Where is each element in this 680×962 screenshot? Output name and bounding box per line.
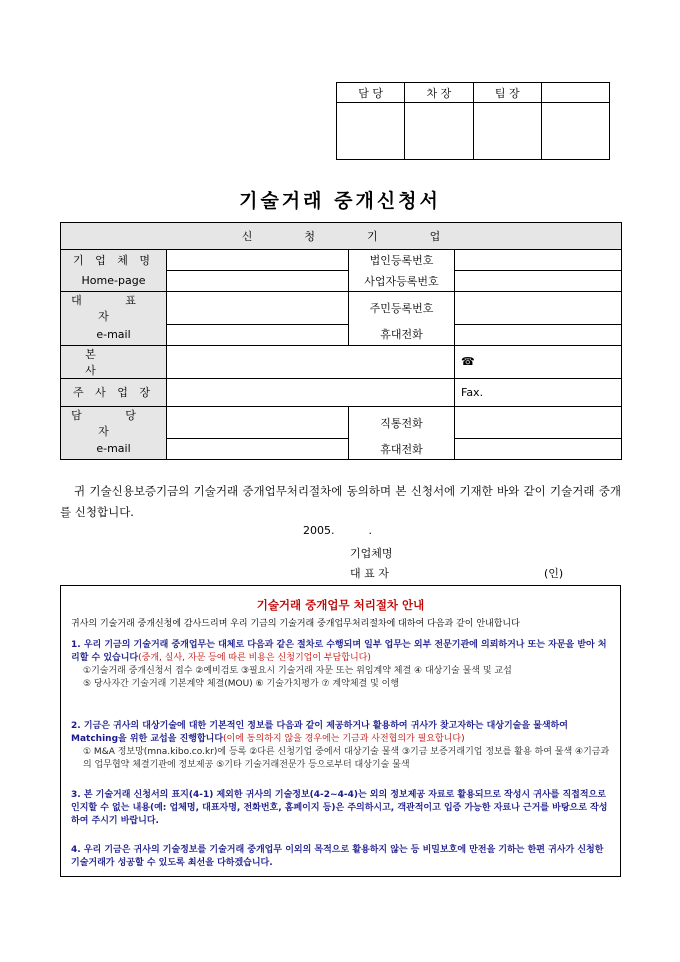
approval-header-deputy: 차 장 xyxy=(405,83,473,103)
guide-item-3: 3. 본 기술거래 신청서의 표지(4-1) 제외한 귀사의 기술정보(4-2~4-4)는 외의 정보제공 자료로 활용되므로 작성시 귀사를 직접적으로 인지할 수 없는 내용(예: 업체명, 대표자명, 전화번호, 홈페이지 등)은 주의하시고, 객관적이고 입증 가능한 자료나 근거를 바탕으로 작성하여 주시기 바랍니다. xyxy=(71,790,608,826)
contact-mobile-field[interactable] xyxy=(455,439,622,460)
corp-reg-field[interactable] xyxy=(455,250,622,271)
guide-item-4: 4. 우리 기금은 귀사의 기술정보를 기술거래 중개업무 이외의 목적으로 활용하지 않는 등 비밀보호에 만전을 기하는 한편 귀사가 신청한 기술거래가 성공할 수 있도록 최선을 다하겠습니다. xyxy=(71,845,604,868)
ceo-label: 대 표 자 xyxy=(61,292,167,325)
homepage-field[interactable] xyxy=(167,271,349,292)
factory-field[interactable] xyxy=(167,378,455,406)
biz-reg-field[interactable] xyxy=(455,271,622,292)
resident-reg-label: 주민등록번호 xyxy=(349,292,455,325)
approval-header-manager: 팀 장 xyxy=(473,83,541,103)
contact-mobile-label: 휴대전화 xyxy=(349,439,455,460)
date-year: 2005. xyxy=(303,524,335,537)
guide-item-1-text: 1. 우리 기금의 기술거래 중개업무는 대체로 다음과 같은 절차로 수행되며 일부 업무는 외부 전문기관에 의뢰하거나 또는 자문을 받아 처리할 수 있습니다 xyxy=(71,640,607,663)
company-name-field[interactable] xyxy=(167,250,349,271)
contact-email-label: e-mail xyxy=(61,439,167,460)
approval-sign-blank[interactable] xyxy=(541,103,609,160)
approval-header-blank xyxy=(541,83,609,103)
biz-reg-label: 사업자등록번호 xyxy=(349,271,455,292)
approval-box xyxy=(336,82,610,160)
direct-phone-field[interactable] xyxy=(455,406,622,439)
procedure-guide-box xyxy=(60,585,621,877)
head-office-phone-field[interactable] xyxy=(455,345,622,378)
approval-sign-staff[interactable] xyxy=(337,103,405,160)
factory-label: 주 사 업 장 xyxy=(61,378,167,406)
head-office-label: 본 사 xyxy=(61,345,167,378)
guide-item-1-steps-b: ⑤ 당사자간 기술거래 기본계약 체결(MOU) ⑥ 기술가치평가 ⑦ 계약체결 및 이행 xyxy=(83,679,400,689)
signature-ceo-label: 대 표 자 xyxy=(350,567,389,580)
mobile-field[interactable] xyxy=(455,324,622,345)
guide-title: 기술거래 중개업무 처리절차 안내 xyxy=(256,598,425,612)
signature-company-label: 기업체명 xyxy=(350,547,393,560)
application-form xyxy=(60,222,622,460)
contact-email-field[interactable] xyxy=(167,439,349,460)
fax-label: Fax. xyxy=(461,385,484,399)
page-title: 기술거래 중개신청서 xyxy=(239,190,441,212)
application-date xyxy=(303,524,372,537)
company-name-label: 기 업 체 명 xyxy=(61,250,167,271)
corp-reg-label: 법인등록번호 xyxy=(349,250,455,271)
head-office-field[interactable] xyxy=(167,345,455,378)
guide-item-2 xyxy=(71,720,613,772)
consent-statement: 귀 기술신용보증기금의 기술거래 중개업무처리절차에 동의하며 본 신청서에 기재한 바와 같이 기술거래 중개를 신청합니다. xyxy=(60,484,621,519)
guide-item-2-note: (이에 동의하지 않을 경우에는 기금과 사전협의가 필요합니다) xyxy=(223,734,465,744)
guide-item-1 xyxy=(71,639,613,691)
guide-item-2-text: 2. 기금은 귀사의 대상기술에 대한 기본적인 정보를 다음과 같이 제공하거나 활용하여 귀사가 찾고자하는 대상기술을 물색하여 Matching을 위한 교섭을 진행합니다 xyxy=(71,721,568,744)
direct-phone-label: 직통전화 xyxy=(349,406,455,439)
email-label: e-mail xyxy=(61,324,167,345)
contact-field[interactable] xyxy=(167,406,349,439)
guide-item-1-note: (중개, 실사, 자문 등에 따른 비용은 신청기업이 부담합니다) xyxy=(138,653,371,663)
approval-sign-manager[interactable] xyxy=(473,103,541,160)
seal-mark: (인) xyxy=(544,567,564,580)
mobile-label: 휴대전화 xyxy=(349,324,455,345)
resident-reg-field[interactable] xyxy=(455,292,622,325)
guide-intro: 귀사의 기술거래 중개신청에 감사드리며 우리 기금의 기술거래 중개업무처리절차에 대하여 다음과 같이 안내합니다 xyxy=(71,619,520,629)
guide-item-1-steps-a: ①기술거래 중개신청서 접수 ②예비검토 ③필요시 기술거래 자문 또는 위임계약 체결 ④ 대상기술 물색 및 교섭 xyxy=(83,666,512,676)
approval-sign-deputy[interactable] xyxy=(405,103,473,160)
guide-item-2-sub: ① M&A 정보망(mna.kibo.co.kr)에 등록 ②다른 신청기업 중에서 대상기술 물색 ③기금 보증거래기업 정보를 활용 하여 물색 ④기금과의 업무협약 체결기관에 정보제공 ⑤기타 기술거래전문가 등으로부터 대상기술 물색 xyxy=(83,747,610,770)
phone-icon: ☎ xyxy=(461,355,475,368)
section-header: 신청기업 xyxy=(61,223,622,250)
homepage-label: Home-page xyxy=(61,271,167,292)
approval-header-staff: 담 당 xyxy=(337,83,405,103)
email-field[interactable] xyxy=(167,324,349,345)
fax-field[interactable] xyxy=(455,378,622,406)
ceo-field[interactable] xyxy=(167,292,349,325)
date-dot: . xyxy=(368,524,372,537)
contact-label: 담 당 자 xyxy=(61,406,167,439)
